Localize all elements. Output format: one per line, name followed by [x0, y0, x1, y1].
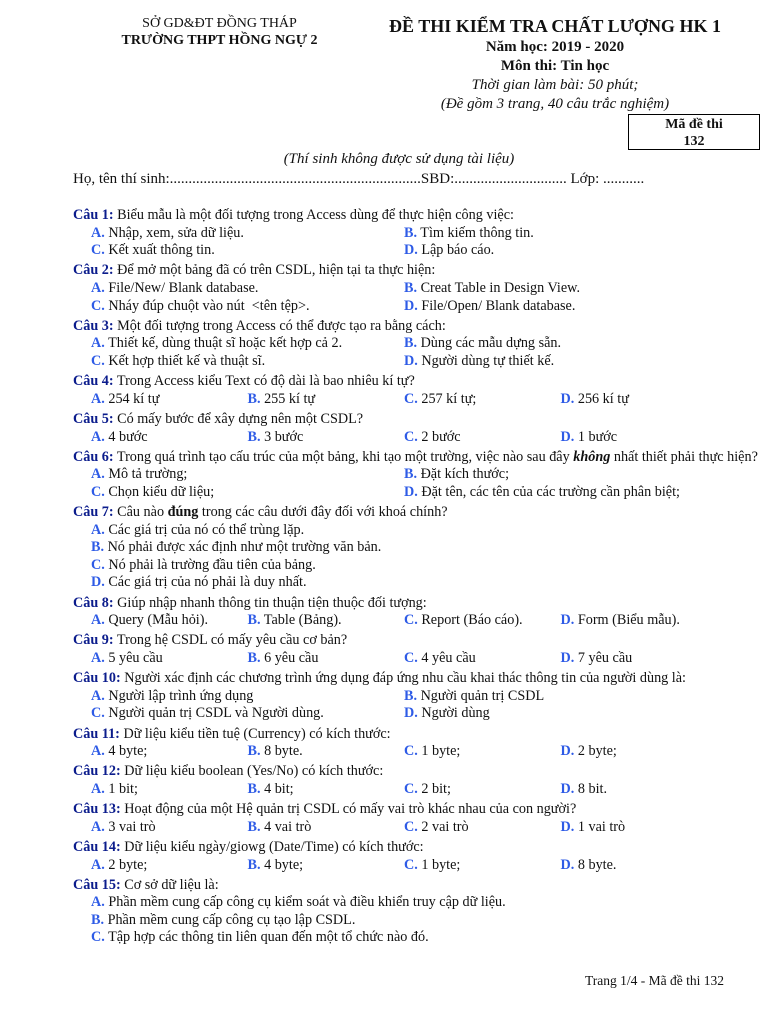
answer-option-d	[561, 819, 718, 837]
option-letter: D.	[91, 574, 105, 591]
answer-option-d	[404, 484, 717, 502]
option-text: 5 yêu cầu	[104, 650, 163, 666]
option-letter: A.	[91, 279, 105, 296]
exam-code-box	[628, 114, 760, 150]
option-text: 1 byte;	[417, 743, 461, 760]
option-text: 1 bước	[574, 428, 618, 445]
question-text: Trong quá trình tạo cấu trúc của một bảng, khi tạo một trường, việc nào sau đây	[113, 448, 574, 465]
question-text: Để mở một bảng đã có trên CSDL, hiện tại ta thực hiện:	[113, 262, 436, 279]
answer-option-a	[91, 280, 404, 298]
department-name: SỞ GD&ĐT ĐỒNG THÁP	[142, 16, 297, 31]
question-text: nhất thiết phải thực hiện?	[610, 448, 758, 465]
question-6	[73, 449, 763, 502]
option-letter: A.	[91, 650, 105, 666]
answer-option-c	[404, 857, 561, 875]
answer-option-a	[91, 688, 404, 706]
answer-options	[73, 819, 763, 837]
option-text: 6 yêu cầu	[260, 650, 319, 666]
option-letter: D.	[404, 705, 418, 722]
question-emphasis: đúng	[167, 504, 199, 521]
option-text: Nó phải được xác định như một trường văn bản.	[104, 539, 382, 556]
option-letter: D.	[560, 743, 575, 760]
question-stem	[73, 670, 763, 688]
answer-options	[73, 429, 763, 447]
option-text: 8 byte.	[260, 743, 303, 760]
answer-option-d	[561, 650, 718, 668]
question-label: Câu 5:	[73, 410, 114, 427]
option-text: Tìm kiếm thông tin.	[417, 224, 534, 241]
option-letter: D.	[560, 650, 575, 666]
exam-code-value: 132	[683, 134, 705, 149]
answer-options	[73, 280, 763, 315]
question-stem	[73, 207, 763, 225]
answer-options	[73, 391, 763, 409]
option-letter: A.	[91, 780, 105, 797]
option-text: Table (Bảng).	[260, 612, 342, 629]
answer-option-d	[561, 391, 718, 409]
answer-option-a	[91, 429, 248, 447]
option-text: File/New/ Blank database.	[104, 279, 259, 296]
question-5	[73, 411, 763, 446]
option-letter: C.	[404, 428, 418, 445]
option-text: 1 byte;	[417, 856, 461, 873]
option-letter: B.	[247, 428, 261, 445]
answer-option-b	[404, 225, 717, 243]
option-letter: B.	[247, 780, 261, 797]
option-text: 4 bước	[104, 428, 148, 445]
question-stem	[73, 801, 763, 819]
question-stem	[73, 726, 763, 744]
option-text: 254 kí tự	[104, 390, 160, 407]
option-text: Kết hợp thiết kế và thuật sĩ.	[104, 352, 266, 369]
answer-options	[73, 688, 763, 723]
option-text: 1 vai trò	[574, 818, 626, 835]
question-text: Giúp nhập nhanh thông tin thuận tiện thuộc đối tượng:	[113, 594, 427, 611]
option-text: 7 yêu cầu	[574, 650, 633, 666]
option-text: Report (Báo cáo).	[417, 612, 523, 629]
answer-options	[73, 781, 763, 799]
option-letter: C.	[91, 929, 105, 946]
question-7	[73, 504, 763, 592]
question-text: Có mấy bước để xây dựng nên một CSDL?	[113, 410, 364, 427]
question-label: Câu 1:	[73, 207, 114, 223]
school-year: Năm học: 2019 - 2020	[485, 39, 625, 55]
option-text: Thiết kế, dùng thuật sĩ hoặc kết hợp cả 2.	[104, 335, 343, 352]
answer-option-c	[91, 242, 404, 260]
header-left	[72, 15, 367, 49]
option-text: Đặt tên, các tên của các trường cần phân biệt;	[417, 483, 680, 500]
option-text: Người quản trị CSDL	[417, 687, 545, 704]
option-letter: B.	[247, 650, 261, 666]
question-stem	[73, 632, 763, 650]
option-text: 257 kí tự;	[417, 390, 477, 407]
question-text: Dữ liệu kiểu tiền tuệ (Currency) có kích thước:	[119, 725, 391, 742]
option-text: Người dùng tự thiết kế.	[417, 352, 555, 369]
option-text: Nó phải là trường đầu tiên của bảng.	[104, 556, 316, 573]
question-text: Trong hệ CSDL có mấy yêu cầu cơ bản?	[113, 632, 348, 649]
question-9	[73, 632, 763, 667]
question-stem	[73, 262, 763, 280]
option-letter: B.	[247, 612, 261, 629]
answer-option-a	[91, 781, 248, 799]
question-text: Dữ liệu kiểu boolean (Yes/No) có kích thước:	[120, 763, 384, 780]
option-text: 4 yêu cầu	[417, 650, 476, 666]
answer-option-b	[248, 612, 405, 630]
option-letter: C.	[404, 856, 418, 873]
answer-option-b	[248, 650, 405, 668]
option-text: 256 kí tự	[574, 390, 629, 407]
answer-option-c	[404, 612, 561, 630]
answer-option-c	[91, 298, 404, 316]
option-letter: C.	[404, 818, 418, 835]
option-text: 3 vai trò	[104, 818, 156, 835]
question-label: Câu 4:	[73, 373, 114, 390]
answer-option-a	[91, 743, 248, 761]
option-letter: B.	[404, 466, 418, 483]
option-text: Chọn kiểu dữ liệu;	[104, 483, 215, 500]
question-label: Câu 9:	[73, 632, 114, 649]
answer-options	[73, 335, 763, 370]
question-stem	[73, 763, 763, 781]
answer-option-b	[248, 819, 405, 837]
answer-option-d	[561, 781, 718, 799]
option-letter: A.	[91, 687, 105, 704]
option-letter: C.	[91, 483, 105, 500]
answer-option-a	[91, 391, 248, 409]
option-text: 2 bit;	[417, 780, 451, 797]
question-11	[73, 726, 763, 761]
option-letter: C.	[91, 352, 105, 369]
option-letter: C.	[404, 612, 418, 629]
option-letter: A.	[91, 743, 105, 760]
answer-option-a	[91, 612, 248, 630]
composition: (Đề gồm 3 trang, 40 câu trắc nghiệm)	[440, 96, 670, 112]
answer-option-d	[404, 705, 717, 723]
question-stem	[73, 839, 763, 857]
answer-option-d	[91, 574, 763, 592]
student-info-line: Họ, tên thí sinh:...................................................................SBD:.............................. Lớp: ...........	[73, 171, 645, 187]
question-label: Câu 3:	[73, 317, 114, 334]
question-12	[73, 763, 763, 798]
answer-option-c	[91, 705, 404, 723]
question-stem	[73, 877, 763, 895]
answer-option-d	[561, 857, 718, 875]
option-text: 255 kí tự	[260, 390, 316, 407]
question-label: Câu 13:	[73, 801, 121, 818]
question-text: Cơ sở dữ liệu là:	[120, 876, 219, 893]
answer-option-c	[91, 353, 404, 371]
question-text: Trong Access kiểu Text có độ dài là bao nhiêu kí tự?	[113, 373, 415, 390]
exam-title: ĐỀ THI KIỂM TRA CHẤT LƯỢNG HK 1	[389, 16, 721, 36]
option-text: 4 vai trò	[260, 818, 312, 835]
question-stem	[73, 373, 763, 391]
question-text: Biểu mẫu là một đối tượng trong Access dùng để thực hiện công việc:	[113, 207, 514, 223]
option-letter: D.	[404, 297, 418, 314]
option-letter: A.	[91, 466, 105, 483]
answer-options	[73, 225, 763, 260]
answer-option-d	[561, 743, 718, 761]
answer-option-a	[91, 857, 248, 875]
option-letter: D.	[560, 612, 575, 629]
option-letter: A.	[91, 521, 105, 538]
option-letter: C.	[404, 390, 418, 407]
question-text: Người xác định các chương trình ứng dụng đáp ứng nhu cầu khai thác thông tin của người dùng là:	[120, 670, 686, 687]
question-label: Câu 11:	[73, 725, 120, 742]
question-3	[73, 318, 763, 371]
answer-option-c	[404, 650, 561, 668]
question-14	[73, 839, 763, 874]
answer-option-b	[248, 391, 405, 409]
question-2	[73, 262, 763, 315]
option-text: 3 bước	[260, 428, 304, 445]
option-letter: A.	[91, 428, 105, 445]
option-text: Người dùng	[417, 705, 490, 722]
option-letter: C.	[91, 297, 105, 314]
answer-option-b	[248, 857, 405, 875]
option-letter: A.	[91, 224, 105, 241]
answer-option-b	[404, 280, 717, 298]
option-text: 4 byte;	[104, 743, 148, 760]
option-text: 2 bước	[417, 428, 461, 445]
option-text: Nhập, xem, sửa dữ liệu.	[104, 224, 244, 241]
option-letter: D.	[560, 428, 575, 445]
answer-option-b	[404, 335, 717, 353]
option-letter: B.	[404, 687, 418, 704]
answer-option-a	[91, 466, 404, 484]
option-letter: D.	[404, 242, 418, 259]
option-text: Người quản trị CSDL và Người dùng.	[104, 705, 324, 722]
exam-notice: (Thí sinh không được sử dụng tài liệu)	[283, 151, 515, 167]
answer-options	[73, 466, 763, 501]
question-8	[73, 595, 763, 630]
option-letter: B.	[247, 390, 261, 407]
answer-option-b	[91, 912, 763, 930]
answer-option-b	[404, 466, 717, 484]
school-name: TRƯỜNG THPT HỒNG NGỰ 2	[121, 33, 318, 48]
option-letter: B.	[247, 818, 261, 835]
question-label: Câu 6:	[73, 448, 114, 465]
option-letter: C.	[404, 743, 418, 760]
question-label: Câu 10:	[73, 670, 121, 687]
answer-option-d	[561, 612, 718, 630]
answer-options	[73, 650, 763, 668]
option-text: Mô tả trường;	[104, 466, 188, 483]
header-right	[350, 14, 760, 114]
option-letter: A.	[91, 335, 105, 352]
option-letter: A.	[91, 856, 105, 873]
option-text: 8 byte.	[574, 856, 617, 873]
option-text: 1 bit;	[104, 780, 138, 797]
option-letter: A.	[91, 818, 105, 835]
option-text: 4 byte;	[260, 856, 304, 873]
question-label: Câu 15:	[73, 876, 121, 893]
option-text: 4 bit;	[260, 780, 294, 797]
option-text: Dùng các mẫu dựng sẵn.	[417, 335, 562, 352]
answer-option-c	[404, 743, 561, 761]
answer-option-c	[404, 429, 561, 447]
answer-option-d	[404, 298, 717, 316]
option-text: Query (Mẫu hỏi).	[104, 612, 209, 629]
answer-option-c	[404, 819, 561, 837]
question-label: Câu 2:	[73, 262, 114, 279]
question-1	[73, 207, 763, 260]
subject: Môn thi: Tin học	[500, 58, 610, 74]
question-stem	[73, 449, 763, 467]
option-text: Nháy đúp chuột vào nút <tên tệp>.	[104, 297, 310, 314]
option-letter: B.	[247, 856, 261, 873]
option-text: 2 vai trò	[417, 818, 469, 835]
answer-option-b	[248, 743, 405, 761]
answer-option-b	[404, 688, 717, 706]
answer-options	[73, 522, 763, 592]
option-letter: B.	[247, 743, 261, 760]
option-letter: A.	[91, 390, 105, 407]
option-letter: D.	[560, 390, 575, 407]
question-list	[73, 207, 763, 950]
option-letter: A.	[91, 894, 105, 911]
option-letter: D.	[560, 818, 575, 835]
option-letter: C.	[404, 650, 418, 666]
answer-option-b	[248, 429, 405, 447]
option-text: Phần mềm cung cấp công cụ tạo lập CSDL.	[104, 911, 356, 928]
question-label: Câu 14:	[73, 838, 121, 855]
exam-code-label: Mã đề thi	[665, 117, 723, 132]
question-15	[73, 877, 763, 947]
option-letter: C.	[91, 705, 105, 722]
question-label: Câu 12:	[73, 763, 121, 780]
option-text: Tập hợp các thông tin liên quan đến một tổ chức nào đó.	[104, 929, 429, 946]
answer-option-a	[91, 522, 763, 540]
answer-options	[73, 857, 763, 875]
option-text: Các giá trị của nó phải là duy nhất.	[104, 574, 307, 591]
answer-option-b	[91, 539, 763, 557]
answer-option-d	[561, 429, 718, 447]
question-4	[73, 373, 763, 408]
question-text: trong các câu dưới đây đối với khoá chính?	[198, 504, 448, 521]
option-text: Đặt kích thước;	[417, 466, 510, 483]
question-text: Một đối tượng trong Access có thể được tạo ra bằng cách:	[113, 317, 446, 334]
option-letter: B.	[91, 911, 105, 928]
duration: Thời gian làm bài: 50 phút;	[471, 77, 639, 93]
option-letter: B.	[404, 279, 418, 296]
question-text: Hoạt động của một Hệ quản trị CSDL có mấy vai trò khác nhau của con người?	[120, 801, 577, 818]
option-letter: A.	[91, 612, 105, 629]
question-stem	[73, 595, 763, 613]
option-text: Lập báo cáo.	[417, 242, 495, 259]
question-label: Câu 8:	[73, 594, 114, 611]
option-letter: C.	[91, 556, 105, 573]
answer-option-d	[404, 242, 717, 260]
answer-options	[73, 894, 763, 947]
option-text: 2 byte;	[104, 856, 148, 873]
question-stem	[73, 411, 763, 429]
page-footer: Trang 1/4 - Mã đề thi 132	[585, 973, 724, 988]
option-letter: B.	[404, 224, 418, 241]
option-letter: B.	[404, 335, 418, 352]
option-text: Phần mềm cung cấp công cụ kiểm soát và điều khiển truy cập dữ liệu.	[104, 894, 506, 911]
answer-option-a	[91, 894, 763, 912]
question-stem	[73, 504, 763, 522]
question-label: Câu 7:	[73, 504, 114, 521]
option-text: Kết xuất thông tin.	[104, 242, 215, 259]
answer-option-a	[91, 335, 404, 353]
option-text: Người lập trình ứng dụng	[104, 687, 254, 704]
option-text: Các giá trị của nó có thể trùng lặp.	[104, 521, 305, 538]
option-text: 8 bit.	[574, 780, 608, 797]
option-text: Creat Table in Design View.	[417, 279, 580, 296]
answer-options	[73, 743, 763, 761]
answer-option-c	[91, 929, 763, 947]
answer-option-c	[91, 484, 404, 502]
option-text: 2 byte;	[574, 743, 617, 760]
question-text: Câu nào	[113, 504, 168, 521]
answer-option-d	[404, 353, 717, 371]
answer-option-b	[248, 781, 405, 799]
question-stem	[73, 318, 763, 336]
option-letter: D.	[404, 483, 418, 500]
question-13	[73, 801, 763, 836]
option-letter: B.	[91, 539, 105, 556]
question-10	[73, 670, 763, 723]
answer-option-c	[91, 557, 763, 575]
question-text: Dữ liệu kiểu ngày/giowg (Date/Time) có kích thước:	[120, 838, 424, 855]
option-letter: D.	[560, 780, 575, 797]
answer-option-a	[91, 225, 404, 243]
option-text: File/Open/ Blank database.	[417, 297, 576, 314]
answer-option-a	[91, 650, 248, 668]
question-emphasis: không	[573, 448, 611, 465]
answer-option-a	[91, 819, 248, 837]
answer-options	[73, 612, 763, 630]
option-letter: D.	[560, 856, 575, 873]
answer-option-c	[404, 391, 561, 409]
option-letter: C.	[404, 780, 418, 797]
answer-option-c	[404, 781, 561, 799]
option-text: Form (Biểu mẫu).	[574, 612, 680, 629]
option-letter: C.	[91, 242, 105, 259]
option-letter: D.	[404, 352, 418, 369]
